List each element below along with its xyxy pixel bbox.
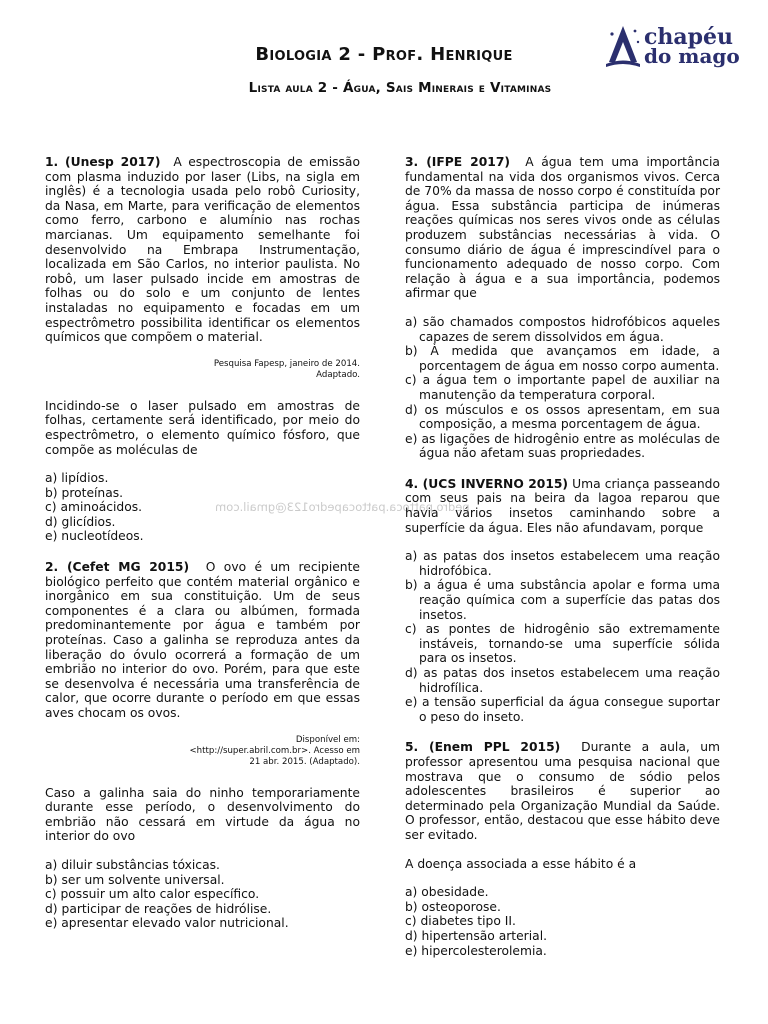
option-a[interactable]: a) as patas dos insetos estabelecem uma reação hidrofóbica. bbox=[405, 549, 720, 578]
left-column bbox=[45, 155, 360, 931]
question-5-body: Durante a aula, um professor apresentou uma pesquisa nacional que mostrava que o consumo de sódio pelos adolescentes brasileiros é superior ao determinado pela Organização Mundial da Saúde. O professor, então, destacou que esse hábito deve ser evitado. bbox=[405, 740, 720, 842]
question-3-options bbox=[405, 315, 720, 461]
question-1-heading: 1. (Unesp 2017) bbox=[45, 155, 161, 169]
question-5-text bbox=[405, 740, 720, 842]
option-c[interactable]: c) as pontes de hidrogênio são extremamente instáveis, tornando-se uma superfície sólida para os insetos. bbox=[405, 622, 720, 666]
option-d[interactable]: d) glicídios. bbox=[45, 514, 116, 529]
option-e[interactable]: e) a tensão superficial da água consegue suportar o peso do inseto. bbox=[405, 695, 720, 724]
page-title: Biologia 2 - Prof. Henrique bbox=[255, 44, 513, 65]
question-5-heading: 5. (Enem PPL 2015) bbox=[405, 740, 561, 755]
option-e[interactable]: e) as ligações de hidrogênio entre as moléculas de água não afetam suas propriedades. bbox=[405, 431, 720, 461]
question-2 bbox=[45, 560, 360, 931]
question-2-options bbox=[45, 858, 360, 931]
question-1-source: Pesquisa Fapesp, janeiro de 2014. Adaptado. bbox=[213, 358, 360, 380]
question-3-heading: 3. (IFPE 2017) bbox=[405, 155, 511, 169]
option-d[interactable]: d) hipertensão arterial. bbox=[405, 928, 548, 943]
option-a[interactable]: a) lipídios. bbox=[45, 471, 109, 486]
option-b[interactable]: b) osteoporose. bbox=[405, 899, 501, 914]
logo-word-1: chapéu bbox=[644, 24, 734, 50]
watermark: pedro.pattoca.pattocapedro123@gmail.com bbox=[215, 500, 470, 514]
option-b[interactable]: b) proteínas. bbox=[45, 485, 124, 500]
question-5-stem: A doença associada a esse hábito é a bbox=[405, 856, 637, 871]
question-2-text bbox=[45, 560, 360, 721]
question-2-heading: 2. (Cefet MG 2015) bbox=[45, 560, 190, 575]
option-a[interactable]: a) são chamados compostos hidrofóbicos aqueles capazes de serem dissolvidos em água. bbox=[405, 314, 720, 344]
question-3-body: A água tem uma importância fundamental na vida dos organismos vivos. Cerca de 70% da massa de nosso corpo é constituída por água. Essa substância participa de inúmeras reações químicas nos seres vivos onde as células produzem substâncias necessárias à vida. O consumo diário de água é imprescindível para o funcionamento adequado de nosso corpo. Com relação à água e a sua importância, podemos afirmar que bbox=[405, 155, 720, 301]
option-d[interactable]: d) os músculos e os ossos apresentam, em sua composição, a mesma porcentagem de água. bbox=[405, 402, 720, 432]
question-4-heading: 4. (UCS INVERNO 2015) bbox=[405, 476, 569, 491]
wizard-hat-icon bbox=[604, 24, 642, 70]
question-4-body: Uma criança passeando com seus pais na beira da lagoa reparou que havia vários insetos caminhando sobre a superfície da água. Eles não afundavam, porque bbox=[405, 476, 720, 535]
option-c[interactable]: c) possuir um alto calor específico. bbox=[45, 887, 260, 902]
question-4 bbox=[405, 477, 720, 725]
question-1-body: A espectroscopia de emissão com plasma induzido por laser (Libs, na sigla em inglês) é a tecnologia usada pelo robô Curiosity, da Nasa, em Marte, para verificação de elementos como ferro, carbono e alumínio nas rochas marcianas. Um equipamento semelhante foi desenvolvido na Embrapa Instrumentação, localizada em São Carlos, no interior paulista. No robô, um laser pulsado incide em amostras de folhas ou do solo e um conjunto de lentes instaladas no equipamento e focadas em um espectrômetro possibilita identificar os elementos químicos que compõem o material. bbox=[45, 155, 360, 345]
question-1-stem: Incidindo-se o laser pulsado em amostras de folhas, certamente será identificado, por meio do espectrômetro, o elemento químico fósforo, que compõe as moléculas de bbox=[45, 398, 360, 457]
question-3 bbox=[405, 155, 720, 461]
question-1 bbox=[45, 155, 360, 544]
option-e[interactable]: e) apresentar elevado valor nutricional. bbox=[45, 916, 289, 931]
question-2-stem: Caso a galinha saia do ninho temporariamente durante esse período, o desenvolvimento do embrião não cessará em virtude da água no interior do ovo bbox=[45, 785, 360, 844]
option-b[interactable]: b) ser um solvente universal. bbox=[45, 872, 225, 887]
option-c[interactable]: c) aminoácidos. bbox=[45, 500, 143, 515]
question-4-options bbox=[405, 549, 720, 724]
question-1-text bbox=[45, 155, 360, 345]
option-e[interactable]: e) nucleotídeos. bbox=[45, 529, 144, 544]
option-c[interactable]: c) diabetes tipo II. bbox=[405, 914, 516, 929]
option-e[interactable]: e) hipercolesterolemia. bbox=[405, 943, 547, 958]
question-3-text bbox=[405, 155, 720, 301]
option-a[interactable]: a) obesidade. bbox=[405, 885, 489, 900]
option-b[interactable]: b) a água é uma substância apolar e forma uma reação química com a superfície das patas dos insetos. bbox=[405, 578, 720, 622]
question-2-body: O ovo é um recipiente biológico perfeito que contém material orgânico e inorgânico em sua constituição. Um de seus componentes é a clara ou albúmen, formada predominantemente por água e também por proteínas. Caso a galinha se reproduza antes da liberação do óvulo ocorrerá a formação de um embrião no interior do ovo. Porém, para que este se desenvolva é necessária uma transferência de calor, que ocorre durante o período em que essas aves chocam os ovos. bbox=[45, 560, 360, 720]
option-b[interactable]: b) À medida que avançamos em idade, a porcentagem de água em nosso corpo aumenta. bbox=[405, 344, 720, 373]
question-1-options bbox=[45, 471, 360, 544]
option-d[interactable]: d) participar de reações de hidrólise. bbox=[45, 901, 272, 916]
question-5 bbox=[405, 740, 720, 958]
right-column bbox=[405, 155, 720, 958]
question-2-source: Disponível em: <http://super.abril.com.br>. Acesso em 21 abr. 2015. (Adaptado). bbox=[189, 734, 360, 767]
option-c[interactable]: c) a água tem o importante papel de auxiliar na manutenção da temperatura corporal. bbox=[405, 373, 720, 402]
brand-logo bbox=[604, 24, 744, 70]
question-5-options bbox=[405, 885, 720, 958]
question-4-text bbox=[405, 477, 720, 535]
option-a[interactable]: a) diluir substâncias tóxicas. bbox=[45, 857, 220, 872]
logo-word-2: do mago bbox=[644, 44, 740, 68]
page-subtitle: Lista aula 2 - Água, Sais Minerais e Vitaminas bbox=[248, 80, 552, 96]
option-d[interactable]: d) as patas dos insetos estabelecem uma reação hidrofílica. bbox=[405, 666, 720, 695]
